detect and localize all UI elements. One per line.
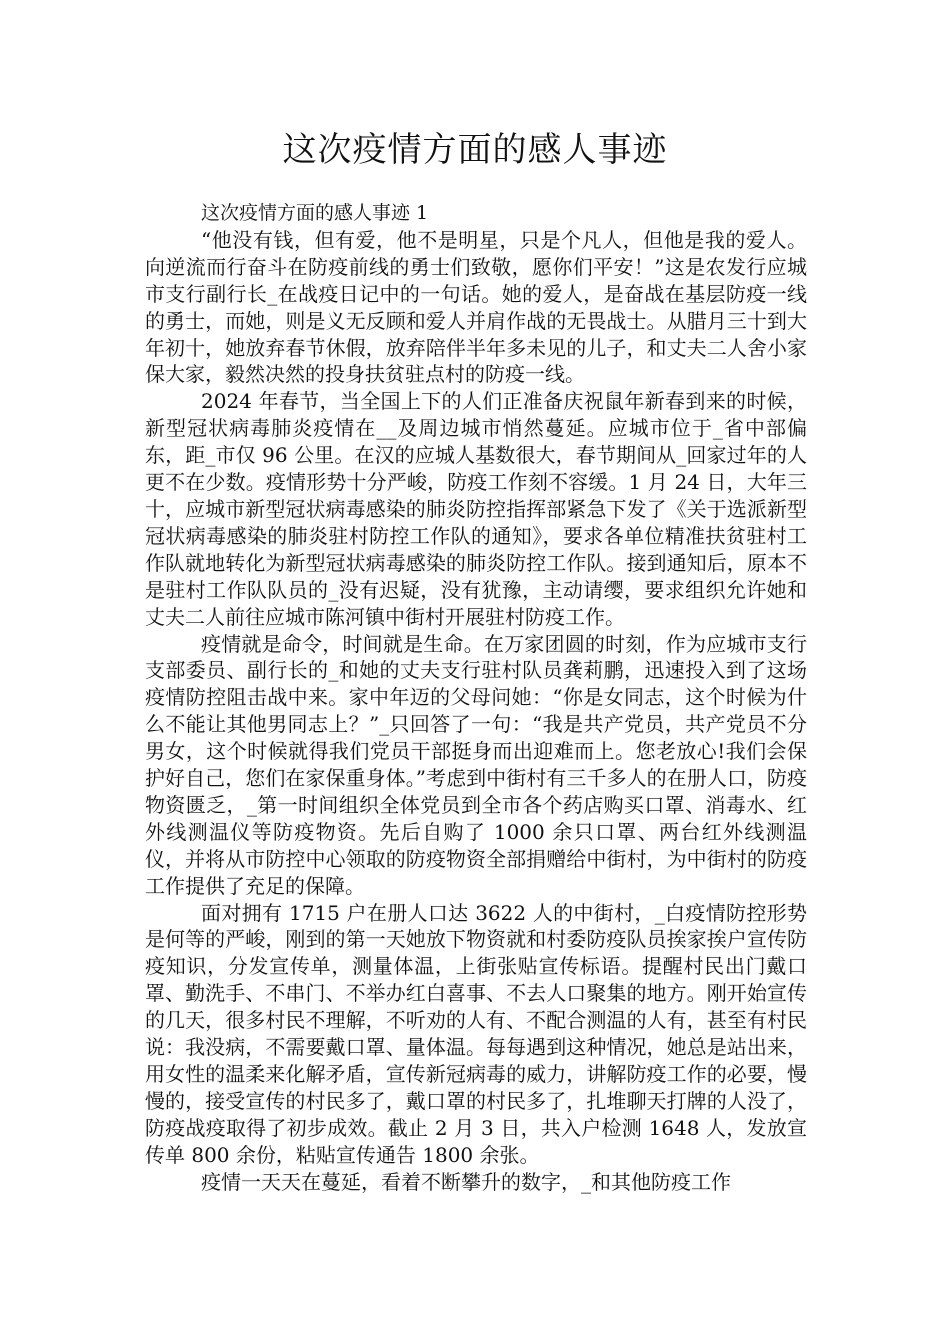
document-body xyxy=(145,200,807,1196)
paragraph-5: 疫情一天天在蔓延，看着不断攀升的数字，_和其他防疫工作 xyxy=(201,1169,731,1194)
paragraph-3: 疫情就是命令，时间就是生命。在万家团圆的时刻，作为应城市支行支部委员、副行长的_和她的丈夫支行驻村队员龚莉鹏，迅速投入到了这场疫情防控阻击战中来。家中年迈的父母问她：“你是女同志，这个时候为什么不能让其他男同志上？”_只回答了一句：“我是共产党员，共产党员不分男女，这个时候就得我们党员干部挺身而出迎难而上。您老放心!我们会保护好自己，您们在家保重身体。”考虑到中街村有三千多人的在册人口，防疫物资匮乏，_第一时间组织全体党员到全市各个药店购买口罩、消毒水、红外线测温仪等防疫物资。先后自购了 1000 余只口罩、两台红外线测温仪，并将从市防控中心领取的防疫物资全部捐赠给中街村，为中街村的防疫工作提供了充足的保障。 xyxy=(145,631,807,898)
paragraph-4: 面对拥有 1715 户在册人口达 3622 人的中街村，_白疫情防控形势是何等的严峻，刚到的第一天她放下物资就和村委防疫队员挨家挨户宣传防疫知识，分发宣传单，测量体温，上街张贴宣传标语。提醒村民出门戴口罩、勤洗手、不串门、不举办红白喜事、不去人口聚集的地方。刚开始宣传的几天，很多村民不理解，不听劝的人有、不配合测温的人有，甚至有村民说：我没病，不需要戴口罩、量体温。每每遇到这种情况，她总是站出来，用女性的温柔来化解矛盾，宣传新冠病毒的威力，讲解防疫工作的必要，慢慢的，接受宣传的村民多了，戴口罩的村民多了，扎堆聊天打牌的人没了，防疫战疫取得了初步成效。截止 2 月 3 日，共入户检测 1648 人，发放宣传单 800 余份，粘贴宣传通告 1800 余张。 xyxy=(145,900,807,1167)
section-subtitle: 这次疫情方面的感人事迹 1 xyxy=(201,202,429,224)
paragraph-2: 2024 年春节，当全国上下的人们正准备庆祝鼠年新春到来的时候，新型冠状病毒肺炎疫情在__及周边城市悄然蔓延。应城市位于_省中部偏东，距_市仅 96 公里。在汉的应城人基数很大，春节期间从_回家过年的人更不在少数。疫情形势十分严峻，防疫工作刻不容缓。1 月 24 日，大年三十，应城市新型冠状病毒感染的肺炎防控指挥部紧急下发了《关于选派新型冠状病毒感染的肺炎驻村防控工作队的通知》，要求各单位精准扶贫驻村工作队就地转化为新型冠状病毒感染的肺炎防控工作队。接到通知后，原本不是驻村工作队队员的_没有迟疑，没有犹豫，主动请缨，要求组织允许她和丈夫二人前往应城市陈河镇中街村开展驻村防疫工作。 xyxy=(145,389,807,629)
paragraph-1: “他没有钱，但有爱，他不是明星，只是个凡人，但他是我的爱人。向逆流而行奋斗在防疫前线的勇士们致敬，愿你们平安！”这是农发行应城市支行副行长_在战疫日记中的一句话。她的爱人，是奋战在基层防疫一线的勇士，而她，则是义无反顾和爱人并肩作战的无畏战士。从腊月三十到大年初十，她放弃春节休假，放弃陪伴半年多未见的儿子，和丈夫二人舍小家保大家，毅然决然的投身扶贫驻点村的防疫一线。 xyxy=(145,227,807,387)
document-title: 这次疫情方面的感人事迹 xyxy=(282,130,668,170)
